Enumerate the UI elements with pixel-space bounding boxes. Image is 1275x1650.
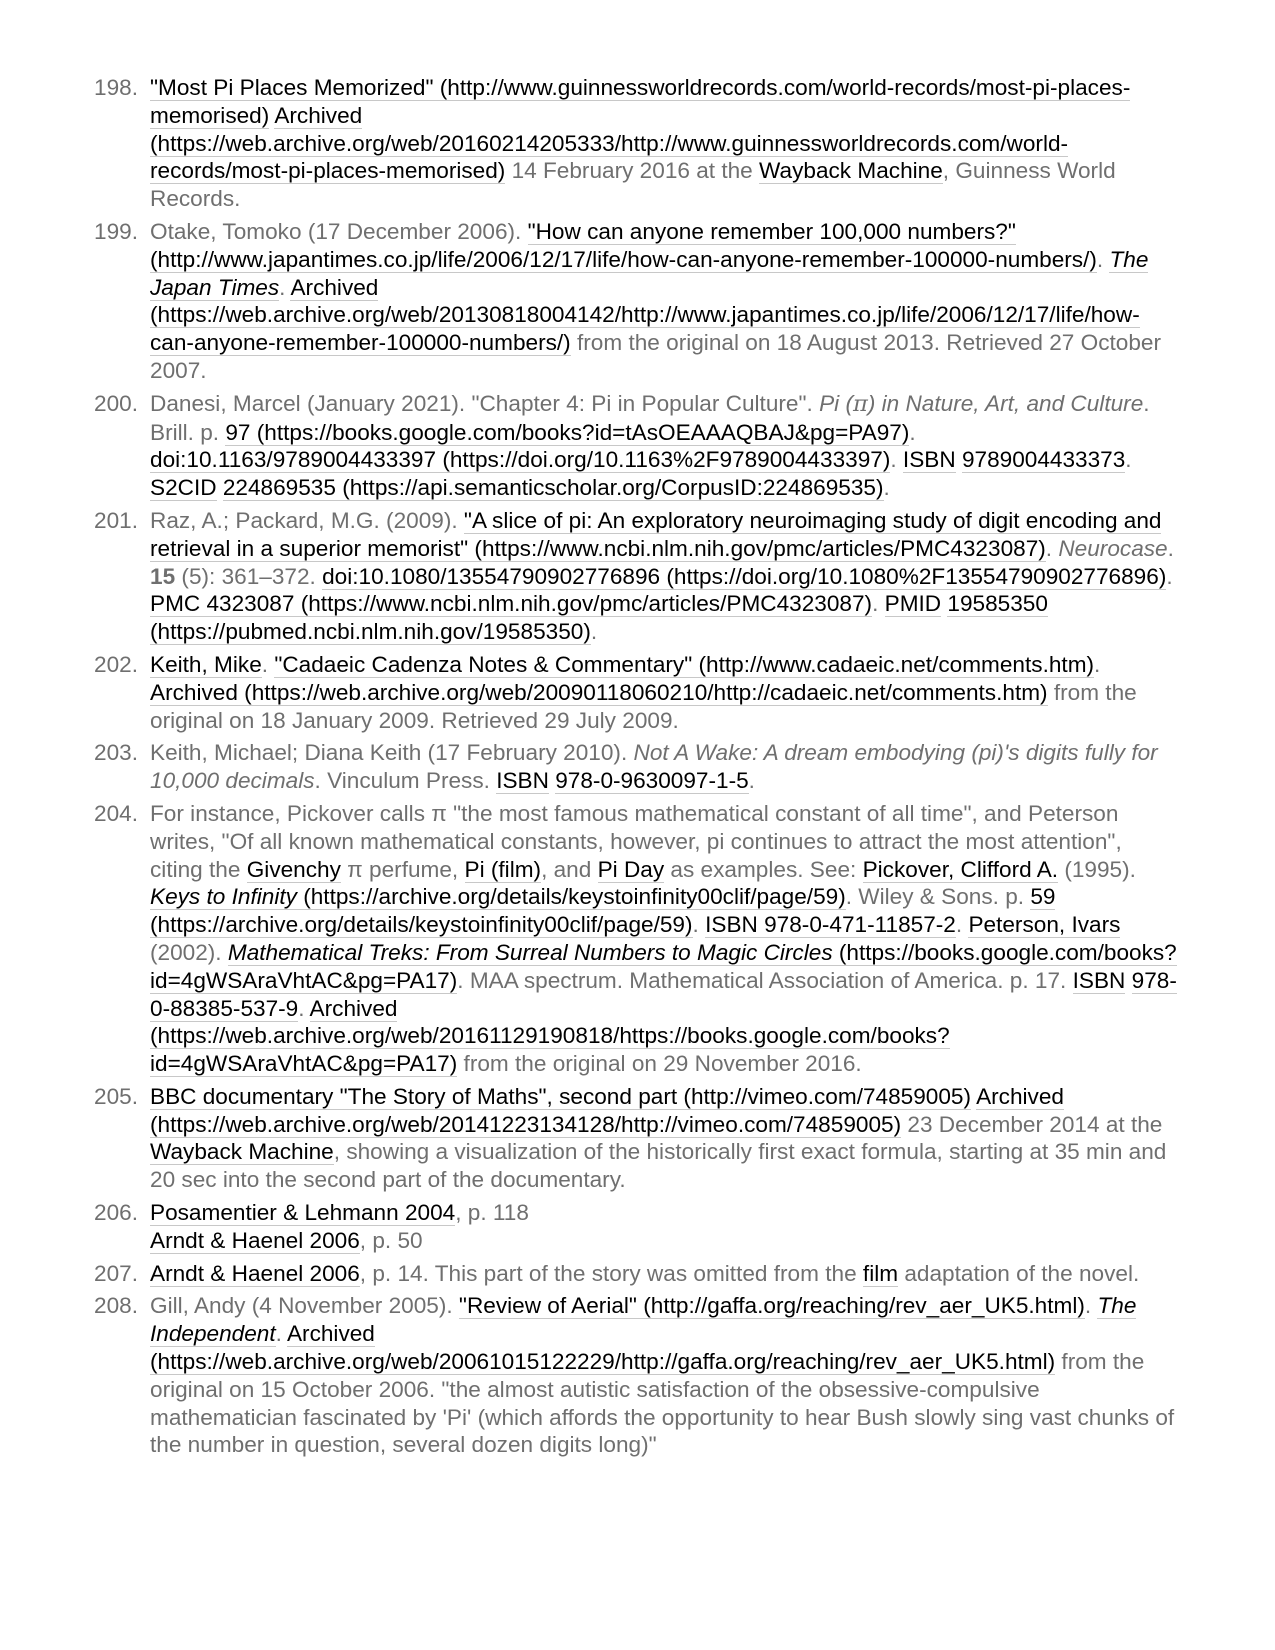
citation-text: . MAA spectrum. Mathematical Association of America. p. 17.	[457, 967, 1073, 993]
reference-number: 199.	[94, 218, 138, 244]
citation-text: .	[1166, 563, 1173, 589]
pi-symbol: π	[852, 390, 868, 417]
citation-text: .	[748, 768, 755, 794]
reference-number: 200.	[94, 390, 138, 416]
citation-text: For instance, Pickover calls π "the most famous mathematical constant of all time", and Peterson writes, "Of all known mathematical constants, however, pi continues to attract the most attention", citing the	[150, 800, 1122, 882]
citation-link[interactable]: Pi Day	[597, 856, 665, 882]
reference-item	[0, 507, 1180, 646]
italic-title: Not A Wake: A dream embodying (pi)'s digits fully for 10,000 decimals	[150, 740, 1158, 794]
citation-text: , p. 50	[359, 1227, 423, 1253]
citation-text: .	[275, 1321, 287, 1347]
citation-link[interactable]: "Cadaeic Cadenza Notes & Commentary" (http://www.cadaeic.net/comments.htm)	[274, 651, 1095, 677]
citation-text: from the original on 15 October 2006. "the almost autistic satisfaction of the obsessive-compulsive mathematician fascinated by 'Pi' (which affords the opportunity to hear Bush slowly sing vast chunks of the number in question, several dozen digits long)"	[150, 1349, 1175, 1458]
citation-link[interactable]: Pi (film)	[464, 856, 542, 882]
citation-link[interactable]: 224869535 (https://api.semanticscholar.org/CorpusID:224869535)	[222, 475, 884, 501]
reference-item	[0, 218, 1180, 385]
reference-item	[0, 739, 1180, 795]
citation-text: Raz, A.; Packard, M.G. (2009).	[150, 507, 464, 533]
italic-title: Pi (	[819, 390, 853, 416]
citation-text: (2002).	[150, 939, 228, 965]
citation-text: (5): 361–372.	[175, 563, 323, 589]
citation-link[interactable]: Archived (https://web.archive.org/web/20161129190818/https://books.google.com/books?id=4gWSAraVhtAC&pg=PA17)	[150, 995, 950, 1077]
citation-link[interactable]: 978-0-88385-537-9	[150, 967, 1177, 1021]
citation-text: adaptation of the novel.	[898, 1260, 1140, 1286]
book-title: Keys to Infinity	[150, 884, 297, 910]
reference-item	[0, 1292, 1180, 1459]
citation-text: .	[298, 995, 310, 1021]
book-url: (https://archive.org/details/keystoinfinity00clif/page/59)	[296, 884, 846, 910]
citation-text: , p. 14. This part of the story was omitted from the	[359, 1260, 863, 1286]
citation-link[interactable]: Wayback Machine	[150, 1139, 334, 1165]
citation-link[interactable]: "A slice of pi: An exploratory neuroimaging study of digit encoding and retrieval in a superior memorist" (https://www.ncbi.nlm.nih.gov/pmc/articles/PMC4323087)	[150, 507, 1162, 561]
citation-link[interactable]: ISBN	[496, 768, 549, 794]
italic-title: ) in Nature, Art, and Culture	[867, 390, 1144, 416]
reference-item	[0, 390, 1180, 502]
citation-link[interactable]: PMID	[884, 591, 942, 617]
citation-link[interactable]: 978-0-9630097-1-5	[555, 768, 749, 794]
citation-text: Danesi, Marcel (January 2021). "Chapter 4: Pi in Popular Culture".	[150, 390, 820, 416]
citation-text: , Guinness World Records.	[150, 158, 1116, 212]
reference-number: 203.	[94, 740, 138, 766]
citation-link[interactable]: Wayback Machine	[759, 158, 943, 184]
reference-number: 207.	[94, 1260, 138, 1286]
citation-link[interactable]: Archived (https://web.archive.org/web/20160214205333/http://www.guinnessworldrecords.com/world-records/most-pi-places-memorised)	[150, 102, 1069, 184]
citation-text: Gill, Andy (4 November 2005).	[150, 1293, 459, 1319]
citation-text: .	[1094, 651, 1101, 677]
citation-text: , p. 118	[455, 1200, 529, 1226]
citation-text: .	[279, 274, 291, 300]
citation-link[interactable]: doi:10.1163/9789004433397 (https://doi.org/10.1163%2F9789004433397)	[150, 447, 891, 473]
citation-link[interactable]: doi:10.1080/13554790902776896 (https://doi.org/10.1080%2F13554790902776896)	[322, 563, 1167, 589]
citation-text: .	[692, 912, 706, 938]
citation-text: .	[909, 419, 916, 445]
citation-link[interactable]: 59 (https://archive.org/details/keystoinfinity00clif/page/59)	[150, 884, 1056, 938]
citation-link[interactable]: film	[862, 1260, 899, 1286]
book-link[interactable]	[150, 884, 846, 910]
citation-link[interactable]: "Review of Aerial" (http://gaffa.org/reaching/rev_aer_UK5.html)	[458, 1293, 1085, 1319]
citation-text	[956, 447, 962, 472]
citation-text	[217, 475, 223, 500]
reference-item	[0, 1199, 1180, 1255]
citation-text: Otake, Tomoko (17 December 2006).	[150, 218, 528, 244]
reference-item	[0, 800, 1180, 1078]
publication-title: The Independent	[150, 1293, 1137, 1347]
citation-text: , showing a visualization of the historically first exact formula, starting at 35 min and 20 sec into the second part of the documentary.	[150, 1139, 1167, 1193]
reference-number: 208.	[94, 1293, 138, 1319]
citation-link[interactable]: Archived (https://web.archive.org/web/20141223134128/http://vimeo.com/74859005)	[150, 1083, 1064, 1137]
italic-title: Neurocase	[1058, 535, 1168, 561]
citation-link[interactable]: Peterson, Ivars	[968, 912, 1121, 938]
citation-text: π perfume,	[340, 856, 465, 882]
citation-text: (1995).	[1058, 856, 1136, 882]
reference-item	[0, 651, 1180, 734]
references-list	[0, 74, 1275, 1464]
citation-link[interactable]: Arndt & Haenel 2006	[150, 1260, 360, 1286]
citation-link[interactable]: PMC 4323087 (https://www.ncbi.nlm.nih.gov/pmc/articles/PMC4323087)	[150, 591, 873, 617]
citation-text: .	[261, 651, 275, 677]
citation-link[interactable]: Keith, Mike	[150, 651, 262, 677]
reference-number: 205.	[94, 1083, 138, 1109]
volume-number: 15	[150, 563, 176, 589]
citation-link[interactable]: "How can anyone remember 100,000 numbers?" (http://www.japantimes.co.jp/life/2006/12/17/life/how-can-anyone-remember-100000-numbers/)	[150, 218, 1097, 272]
citation-text: .	[883, 475, 890, 501]
citation-text: from the original on 18 January 2009. Retrieved 29 July 2009.	[150, 679, 1137, 733]
reference-number: 202.	[94, 651, 138, 677]
reference-item	[0, 1083, 1180, 1194]
citation-text: .	[1167, 535, 1174, 561]
reference-number: 204.	[94, 800, 138, 826]
reference-number: 201.	[94, 507, 138, 533]
citation-link[interactable]: 19585350 (https://pubmed.ncbi.nlm.nih.gov/19585350)	[150, 591, 1048, 645]
citation-text: .	[1084, 1293, 1098, 1319]
reference-item	[0, 74, 1180, 213]
citation-link[interactable]: S2CID	[150, 475, 217, 501]
citation-text: as examples. See:	[664, 856, 863, 882]
citation-link[interactable]: Posamentier & Lehmann 2004	[150, 1200, 456, 1226]
citation-text: , and	[541, 856, 598, 882]
citation-link[interactable]: "Most Pi Places Memorized" (http://www.guinnessworldrecords.com/world-records/most-pi-places-memorised)	[150, 75, 1131, 128]
publication-title: The Japan Times	[150, 246, 1149, 300]
book-url: (https://books.google.com/books?id=4gWSAraVhtAC&pg=PA17)	[150, 939, 1177, 993]
citation-link[interactable]: Pickover, Clifford A.	[862, 856, 1059, 882]
citation-text: .	[590, 619, 598, 645]
citation-text: . Brill. p.	[150, 390, 1150, 445]
citation-link[interactable]: Archived (https://web.archive.org/web/20090118060210/http://cadaeic.net/comments.htm)	[150, 679, 1048, 705]
citation-link[interactable]: 97 (https://books.google.com/books?id=tAsOEAAAQBAJ&pg=PA97)	[225, 419, 910, 445]
citation-text	[1125, 968, 1131, 993]
citation-text: .	[1045, 535, 1059, 561]
reference-number: 198.	[94, 75, 138, 100]
citation-link[interactable]: Arndt & Haenel 2006	[150, 1227, 360, 1253]
citation-text: . Vinculum Press.	[314, 768, 497, 794]
citation-text: .	[1096, 246, 1110, 272]
citation-link[interactable]: 9789004433373	[961, 447, 1126, 473]
citation-text: .	[955, 912, 969, 938]
citation-link[interactable]: Archived (https://web.archive.org/web/20061015122229/http://gaffa.org/reaching/rev_aer_UK5.html)	[150, 1321, 1056, 1375]
citation-link[interactable]: ISBN	[902, 447, 956, 473]
citation-text: from the original on 18 August 2013. Retrieved 27 October 2007.	[150, 330, 1162, 383]
citation-text: 23 December 2014 at the	[901, 1111, 1163, 1137]
citation-link[interactable]: ISBN 978-0-471-11857-2	[705, 912, 956, 938]
citation-text: . Wiley & Sons. p.	[845, 884, 1031, 910]
citation-text: Keith, Michael; Diana Keith (17 February 2010).	[150, 740, 634, 766]
citation-link[interactable]: Givenchy	[246, 856, 341, 882]
reference-item	[0, 1260, 1180, 1288]
citation-text: .	[872, 591, 885, 617]
citation-link[interactable]: BBC documentary "The Story of Maths", second part (http://vimeo.com/74859005)	[150, 1083, 972, 1109]
citation-text: .	[1125, 447, 1132, 473]
citation-text: from the original on 29 November 2016.	[457, 1051, 862, 1077]
citation-link[interactable]: Archived (https://web.archive.org/web/20130818004142/http://www.japantimes.co.jp/life/2006/12/17/life/how-can-anyone-remember-100000-numbers/)	[150, 274, 1140, 356]
citation-link[interactable]: ISBN	[1072, 967, 1126, 993]
book-title: Mathematical Treks: From Surreal Numbers to Magic Circles	[227, 939, 833, 965]
citation-text: .	[890, 447, 903, 473]
reference-number: 206.	[94, 1200, 138, 1226]
citation-text: 14 February 2016 at the	[505, 158, 760, 184]
